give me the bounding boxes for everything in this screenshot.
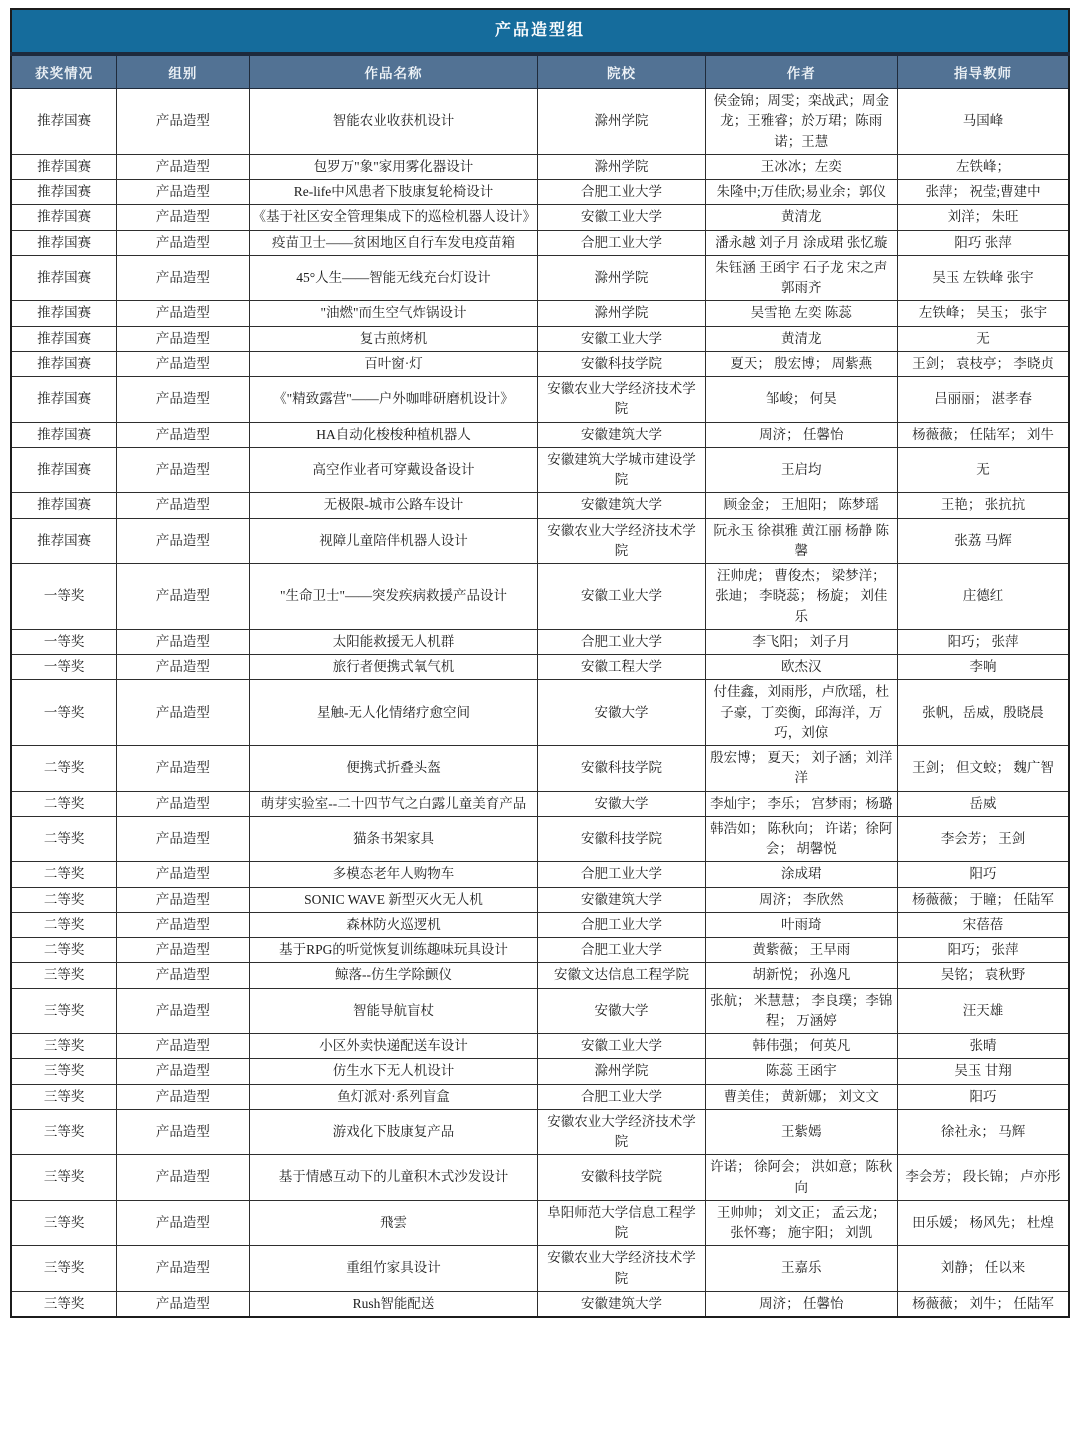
cell-advisors: 刘洋； 朱旺 [898, 205, 1069, 230]
cell-award: 二等奖 [11, 862, 117, 887]
cell-authors: 夏天； 殷宏博； 周紫燕 [705, 351, 898, 376]
cell-group: 产品造型 [117, 963, 249, 988]
cell-school: 合肥工业大学 [538, 912, 705, 937]
cell-advisors: 杨薇薇； 任陆军； 刘牛 [898, 422, 1069, 447]
cell-authors: 陈蕊 王函宇 [705, 1059, 898, 1084]
cell-work-title: 无极限-城市公路车设计 [249, 493, 538, 518]
table-row [11, 493, 1069, 518]
cell-authors: 李飞阳； 刘子月 [705, 629, 898, 654]
cell-work-title: 飛雲 [249, 1200, 538, 1246]
cell-advisors: 岳威 [898, 791, 1069, 816]
title-row [11, 9, 1069, 54]
cell-award: 二等奖 [11, 746, 117, 792]
cell-advisors: 杨薇薇； 于瞳； 任陆军 [898, 887, 1069, 912]
table-row [11, 230, 1069, 255]
cell-work-title: 萌芽实验室--二十四节气之白露儿童美育产品 [249, 791, 538, 816]
cell-advisors: 吴铭； 袁秋野 [898, 963, 1069, 988]
cell-advisors: 庄德红 [898, 564, 1069, 630]
cell-school: 安徽工业大学 [538, 326, 705, 351]
table-row [11, 447, 1069, 493]
cell-work-title: 森林防火巡逻机 [249, 912, 538, 937]
cell-group: 产品造型 [117, 154, 249, 179]
cell-authors: 潘永越 刘子月 涂成珺 张忆璇 [705, 230, 898, 255]
cell-work-title: Rush智能配送 [249, 1291, 538, 1317]
cell-authors: 周济； 李欣然 [705, 887, 898, 912]
table-row [11, 1109, 1069, 1155]
cell-work-title: 智能导航盲杖 [249, 988, 538, 1034]
cell-authors: 黄清龙 [705, 205, 898, 230]
table-row [11, 816, 1069, 862]
cell-advisors: 王剑； 袁枝亭； 李晓贞 [898, 351, 1069, 376]
cell-authors: 朱钰涵 王函宇 石子龙 宋之声 郭雨齐 [705, 255, 898, 301]
cell-work-title: 多模态老年人购物车 [249, 862, 538, 887]
cell-group: 产品造型 [117, 1291, 249, 1317]
cell-group: 产品造型 [117, 791, 249, 816]
header-cell-award: 获奖情况 [11, 54, 117, 89]
table-row [11, 680, 1069, 746]
cell-group: 产品造型 [117, 862, 249, 887]
table-row [11, 1034, 1069, 1059]
cell-advisors: 王剑； 但文蛟； 魏广智 [898, 746, 1069, 792]
cell-work-title: 便携式折叠头盔 [249, 746, 538, 792]
cell-school: 安徽建筑大学城市建设学院 [538, 447, 705, 493]
cell-work-title: 复古煎烤机 [249, 326, 538, 351]
cell-authors: 黄清龙 [705, 326, 898, 351]
table-row [11, 912, 1069, 937]
cell-advisors: 无 [898, 447, 1069, 493]
cell-school: 合肥工业大学 [538, 230, 705, 255]
cell-authors: 付佳鑫，刘雨彤，卢欣瑶，杜子豪，丁奕衡，邱海洋，万巧，刘倞 [705, 680, 898, 746]
cell-group: 产品造型 [117, 887, 249, 912]
cell-work-title: 旅行者便携式氧气机 [249, 655, 538, 680]
header-row [11, 54, 1069, 89]
cell-work-title: 仿生水下无人机设计 [249, 1059, 538, 1084]
cell-school: 合肥工业大学 [538, 180, 705, 205]
cell-work-title: 基于RPG的听觉恢复训练趣味玩具设计 [249, 938, 538, 963]
cell-award: 二等奖 [11, 887, 117, 912]
cell-advisors: 杨薇薇； 刘牛； 任陆军 [898, 1291, 1069, 1317]
cell-group: 产品造型 [117, 1155, 249, 1201]
cell-school: 合肥工业大学 [538, 629, 705, 654]
cell-award: 三等奖 [11, 1291, 117, 1317]
cell-authors: 汪帅虎； 曹俊杰； 梁梦洋； 张迪； 李晓蕊； 杨旋； 刘佳乐 [705, 564, 898, 630]
cell-work-title: 重组竹家具设计 [249, 1246, 538, 1292]
header-cell-work: 作品名称 [249, 54, 538, 89]
cell-group: 产品造型 [117, 89, 249, 155]
table-row [11, 154, 1069, 179]
cell-group: 产品造型 [117, 629, 249, 654]
cell-award: 推荐国赛 [11, 351, 117, 376]
cell-award: 推荐国赛 [11, 230, 117, 255]
cell-authors: 王紫嫣 [705, 1109, 898, 1155]
cell-school: 滁州学院 [538, 1059, 705, 1084]
cell-award: 一等奖 [11, 564, 117, 630]
table-row [11, 791, 1069, 816]
cell-advisors: 李响 [898, 655, 1069, 680]
cell-advisors: 阳巧； 张萍 [898, 938, 1069, 963]
cell-advisors: 吕丽丽； 湛孝春 [898, 377, 1069, 423]
header-cell-authors: 作者 [705, 54, 898, 89]
cell-authors: 李灿宇； 李乐； 宫梦雨；杨璐 [705, 791, 898, 816]
table-row [11, 255, 1069, 301]
cell-group: 产品造型 [117, 255, 249, 301]
cell-school: 安徽工业大学 [538, 1034, 705, 1059]
cell-school: 安徽建筑大学 [538, 422, 705, 447]
cell-school: 安徽工程大学 [538, 655, 705, 680]
cell-authors: 张航； 米慧慧； 李良璞；李锦程； 万涵婷 [705, 988, 898, 1034]
cell-school: 滁州学院 [538, 301, 705, 326]
cell-work-title: 视障儿童陪伴机器人设计 [249, 518, 538, 564]
table-row [11, 1155, 1069, 1201]
cell-school: 合肥工业大学 [538, 1084, 705, 1109]
header-cell-advisors: 指导教师 [898, 54, 1069, 89]
cell-work-title: 太阳能救援无人机群 [249, 629, 538, 654]
table-row [11, 1059, 1069, 1084]
table-row [11, 1246, 1069, 1292]
table-row [11, 1291, 1069, 1317]
cell-award: 推荐国赛 [11, 493, 117, 518]
cell-award: 推荐国赛 [11, 154, 117, 179]
cell-group: 产品造型 [117, 230, 249, 255]
cell-award: 三等奖 [11, 1246, 117, 1292]
cell-advisors: 张帆，岳威，殷晓晨 [898, 680, 1069, 746]
cell-authors: 欧杰汉 [705, 655, 898, 680]
cell-advisors: 阳巧 [898, 1084, 1069, 1109]
cell-school: 安徽工业大学 [538, 205, 705, 230]
cell-group: 产品造型 [117, 1034, 249, 1059]
cell-work-title: 鲸落--仿生学除颤仪 [249, 963, 538, 988]
cell-school: 安徽建筑大学 [538, 493, 705, 518]
cell-group: 产品造型 [117, 1059, 249, 1084]
cell-authors: 周济； 任馨怡 [705, 1291, 898, 1317]
cell-school: 安徽大学 [538, 791, 705, 816]
cell-authors: 韩伟强； 何英凡 [705, 1034, 898, 1059]
cell-school: 安徽科技学院 [538, 351, 705, 376]
cell-award: 推荐国赛 [11, 205, 117, 230]
awards-table [10, 8, 1070, 1318]
cell-award: 三等奖 [11, 1059, 117, 1084]
cell-group: 产品造型 [117, 1200, 249, 1246]
cell-award: 三等奖 [11, 963, 117, 988]
cell-advisors: 张晴 [898, 1034, 1069, 1059]
table-row [11, 963, 1069, 988]
cell-authors: 王嘉乐 [705, 1246, 898, 1292]
cell-award: 推荐国赛 [11, 377, 117, 423]
cell-advisors: 张萍； 祝莹;曹建中 [898, 180, 1069, 205]
cell-school: 安徽农业大学经济技术学院 [538, 1246, 705, 1292]
table-row [11, 887, 1069, 912]
table-row [11, 988, 1069, 1034]
cell-group: 产品造型 [117, 351, 249, 376]
cell-advisors: 阳巧； 张萍 [898, 629, 1069, 654]
cell-group: 产品造型 [117, 746, 249, 792]
table-row [11, 377, 1069, 423]
cell-work-title: 智能农业收获机设计 [249, 89, 538, 155]
cell-award: 一等奖 [11, 629, 117, 654]
cell-award: 三等奖 [11, 1155, 117, 1201]
cell-group: 产品造型 [117, 377, 249, 423]
table-row [11, 326, 1069, 351]
cell-award: 三等奖 [11, 1084, 117, 1109]
table-row [11, 205, 1069, 230]
cell-advisors: 徐社永； 马辉 [898, 1109, 1069, 1155]
cell-group: 产品造型 [117, 493, 249, 518]
cell-work-title: 游戏化下肢康复产品 [249, 1109, 538, 1155]
cell-award: 一等奖 [11, 655, 117, 680]
cell-work-title: 45°人生——智能无线充台灯设计 [249, 255, 538, 301]
cell-school: 滁州学院 [538, 154, 705, 179]
header-cell-school: 院校 [538, 54, 705, 89]
cell-advisors: 马国峰 [898, 89, 1069, 155]
table-row [11, 301, 1069, 326]
cell-authors: 黄紫薇； 王早雨 [705, 938, 898, 963]
cell-advisors: 阳巧 [898, 862, 1069, 887]
cell-group: 产品造型 [117, 988, 249, 1034]
cell-school: 安徽文达信息工程学院 [538, 963, 705, 988]
cell-advisors: 阳巧 张萍 [898, 230, 1069, 255]
cell-authors: 吴雪艳 左奕 陈蕊 [705, 301, 898, 326]
header-cell-group: 组别 [117, 54, 249, 89]
cell-authors: 顾金金； 王旭阳； 陈梦瑶 [705, 493, 898, 518]
cell-award: 推荐国赛 [11, 326, 117, 351]
cell-advisors: 左铁峰； [898, 154, 1069, 179]
cell-authors: 叶雨琦 [705, 912, 898, 937]
cell-authors: 许诺； 徐阿会； 洪如意；陈秋向 [705, 1155, 898, 1201]
cell-award: 二等奖 [11, 791, 117, 816]
cell-group: 产品造型 [117, 301, 249, 326]
cell-work-title: 高空作业者可穿戴设备设计 [249, 447, 538, 493]
cell-award: 二等奖 [11, 816, 117, 862]
cell-school: 合肥工业大学 [538, 938, 705, 963]
cell-award: 二等奖 [11, 938, 117, 963]
cell-authors: 邹峻； 何昊 [705, 377, 898, 423]
cell-work-title: 百叶窗·灯 [249, 351, 538, 376]
cell-authors: 曹美佳； 黄新娜； 刘文文 [705, 1084, 898, 1109]
cell-award: 推荐国赛 [11, 255, 117, 301]
cell-authors: 涂成珺 [705, 862, 898, 887]
cell-award: 三等奖 [11, 988, 117, 1034]
cell-award: 推荐国赛 [11, 89, 117, 155]
cell-school: 安徽科技学院 [538, 816, 705, 862]
cell-work-title: "油燃"而生空气炸锅设计 [249, 301, 538, 326]
cell-advisors: 李会芳； 王剑 [898, 816, 1069, 862]
cell-school: 安徽农业大学经济技术学院 [538, 1109, 705, 1155]
cell-school: 安徽建筑大学 [538, 1291, 705, 1317]
cell-work-title: 《"精致露营"——户外咖啡研磨机设计》 [249, 377, 538, 423]
cell-group: 产品造型 [117, 655, 249, 680]
cell-award: 推荐国赛 [11, 422, 117, 447]
cell-work-title: 鱼灯派对·系列盲盒 [249, 1084, 538, 1109]
cell-school: 安徽农业大学经济技术学院 [538, 377, 705, 423]
cell-school: 安徽大学 [538, 680, 705, 746]
cell-group: 产品造型 [117, 422, 249, 447]
cell-work-title: 包罗万"象"家用雾化器设计 [249, 154, 538, 179]
cell-award: 推荐国赛 [11, 301, 117, 326]
table-row [11, 564, 1069, 630]
cell-school: 安徽大学 [538, 988, 705, 1034]
table-row [11, 518, 1069, 564]
cell-school: 阜阳师范大学信息工程学院 [538, 1200, 705, 1246]
cell-award: 一等奖 [11, 680, 117, 746]
table-row [11, 655, 1069, 680]
cell-group: 产品造型 [117, 816, 249, 862]
table-row [11, 89, 1069, 155]
table-row [11, 1084, 1069, 1109]
cell-authors: 周济； 任馨怡 [705, 422, 898, 447]
cell-group: 产品造型 [117, 564, 249, 630]
cell-work-title: 小区外卖快递配送车设计 [249, 1034, 538, 1059]
cell-advisors: 宋蓓蓓 [898, 912, 1069, 937]
cell-group: 产品造型 [117, 205, 249, 230]
cell-advisors: 汪天雄 [898, 988, 1069, 1034]
cell-group: 产品造型 [117, 326, 249, 351]
table-head [11, 9, 1069, 89]
table-row [11, 862, 1069, 887]
cell-work-title: HA自动化梭梭种植机器人 [249, 422, 538, 447]
cell-group: 产品造型 [117, 180, 249, 205]
cell-group: 产品造型 [117, 1109, 249, 1155]
cell-award: 推荐国赛 [11, 518, 117, 564]
cell-school: 合肥工业大学 [538, 862, 705, 887]
cell-group: 产品造型 [117, 1084, 249, 1109]
cell-work-title: SONIC WAVE 新型灭火无人机 [249, 887, 538, 912]
cell-work-title: 《基于社区安全管理集成下的巡检机器人设计》 [249, 205, 538, 230]
cell-work-title: 猫条书架家具 [249, 816, 538, 862]
table-row [11, 938, 1069, 963]
table-body [11, 89, 1069, 1318]
cell-award: 推荐国赛 [11, 447, 117, 493]
cell-school: 安徽建筑大学 [538, 887, 705, 912]
cell-school: 安徽科技学院 [538, 1155, 705, 1201]
cell-authors: 胡新悦； 孙逸凡 [705, 963, 898, 988]
table-row [11, 180, 1069, 205]
cell-award: 三等奖 [11, 1200, 117, 1246]
cell-authors: 朱隆中;万佳欣;易业余；郭仪 [705, 180, 898, 205]
cell-group: 产品造型 [117, 680, 249, 746]
table-row [11, 422, 1069, 447]
table-title: 产品造型组 [11, 9, 1069, 54]
cell-work-title: 疫苗卫士——贫困地区自行车发电疫苗箱 [249, 230, 538, 255]
cell-school: 安徽科技学院 [538, 746, 705, 792]
cell-school: 安徽工业大学 [538, 564, 705, 630]
cell-authors: 王帅帅； 刘文正； 孟云龙； 张怀骞； 施宇阳； 刘凯 [705, 1200, 898, 1246]
cell-authors: 王冰冰；左奕 [705, 154, 898, 179]
cell-group: 产品造型 [117, 1246, 249, 1292]
cell-work-title: Re-life中风患者下肢康复轮椅设计 [249, 180, 538, 205]
cell-award: 推荐国赛 [11, 180, 117, 205]
cell-school: 滁州学院 [538, 255, 705, 301]
cell-group: 产品造型 [117, 518, 249, 564]
cell-group: 产品造型 [117, 912, 249, 937]
table-row [11, 1200, 1069, 1246]
cell-authors: 阮永玉 徐祺雅 黄江丽 杨静 陈馨 [705, 518, 898, 564]
cell-work-title: 星触-无人化情绪疗愈空间 [249, 680, 538, 746]
cell-advisors: 王艳； 张抗抗 [898, 493, 1069, 518]
cell-advisors: 左铁峰； 吴玉； 张宇 [898, 301, 1069, 326]
cell-work-title: 基于情感互动下的儿童积木式沙发设计 [249, 1155, 538, 1201]
cell-advisors: 刘静； 任以来 [898, 1246, 1069, 1292]
cell-group: 产品造型 [117, 938, 249, 963]
cell-award: 二等奖 [11, 912, 117, 937]
cell-award: 三等奖 [11, 1034, 117, 1059]
cell-advisors: 张荔 马辉 [898, 518, 1069, 564]
cell-advisors: 李会芳； 段长锦； 卢亦彤 [898, 1155, 1069, 1201]
cell-advisors: 田乐媛； 杨风先； 杜煌 [898, 1200, 1069, 1246]
cell-award: 三等奖 [11, 1109, 117, 1155]
cell-authors: 侯金锦；周雯；栾战武；周金龙；王雅睿；於万珺；陈雨诺；王慧 [705, 89, 898, 155]
cell-school: 滁州学院 [538, 89, 705, 155]
table-row [11, 629, 1069, 654]
cell-advisors: 无 [898, 326, 1069, 351]
cell-work-title: "生命卫士"——突发疾病救援产品设计 [249, 564, 538, 630]
cell-authors: 殷宏博； 夏天； 刘子涵；刘洋洋 [705, 746, 898, 792]
cell-advisors: 吴玉 甘翔 [898, 1059, 1069, 1084]
cell-authors: 韩浩如； 陈秋向； 许诺；徐阿会； 胡馨悦 [705, 816, 898, 862]
cell-advisors: 吴玉 左铁峰 张宇 [898, 255, 1069, 301]
cell-school: 安徽农业大学经济技术学院 [538, 518, 705, 564]
table-row [11, 351, 1069, 376]
table-row [11, 746, 1069, 792]
cell-group: 产品造型 [117, 447, 249, 493]
cell-authors: 王启均 [705, 447, 898, 493]
